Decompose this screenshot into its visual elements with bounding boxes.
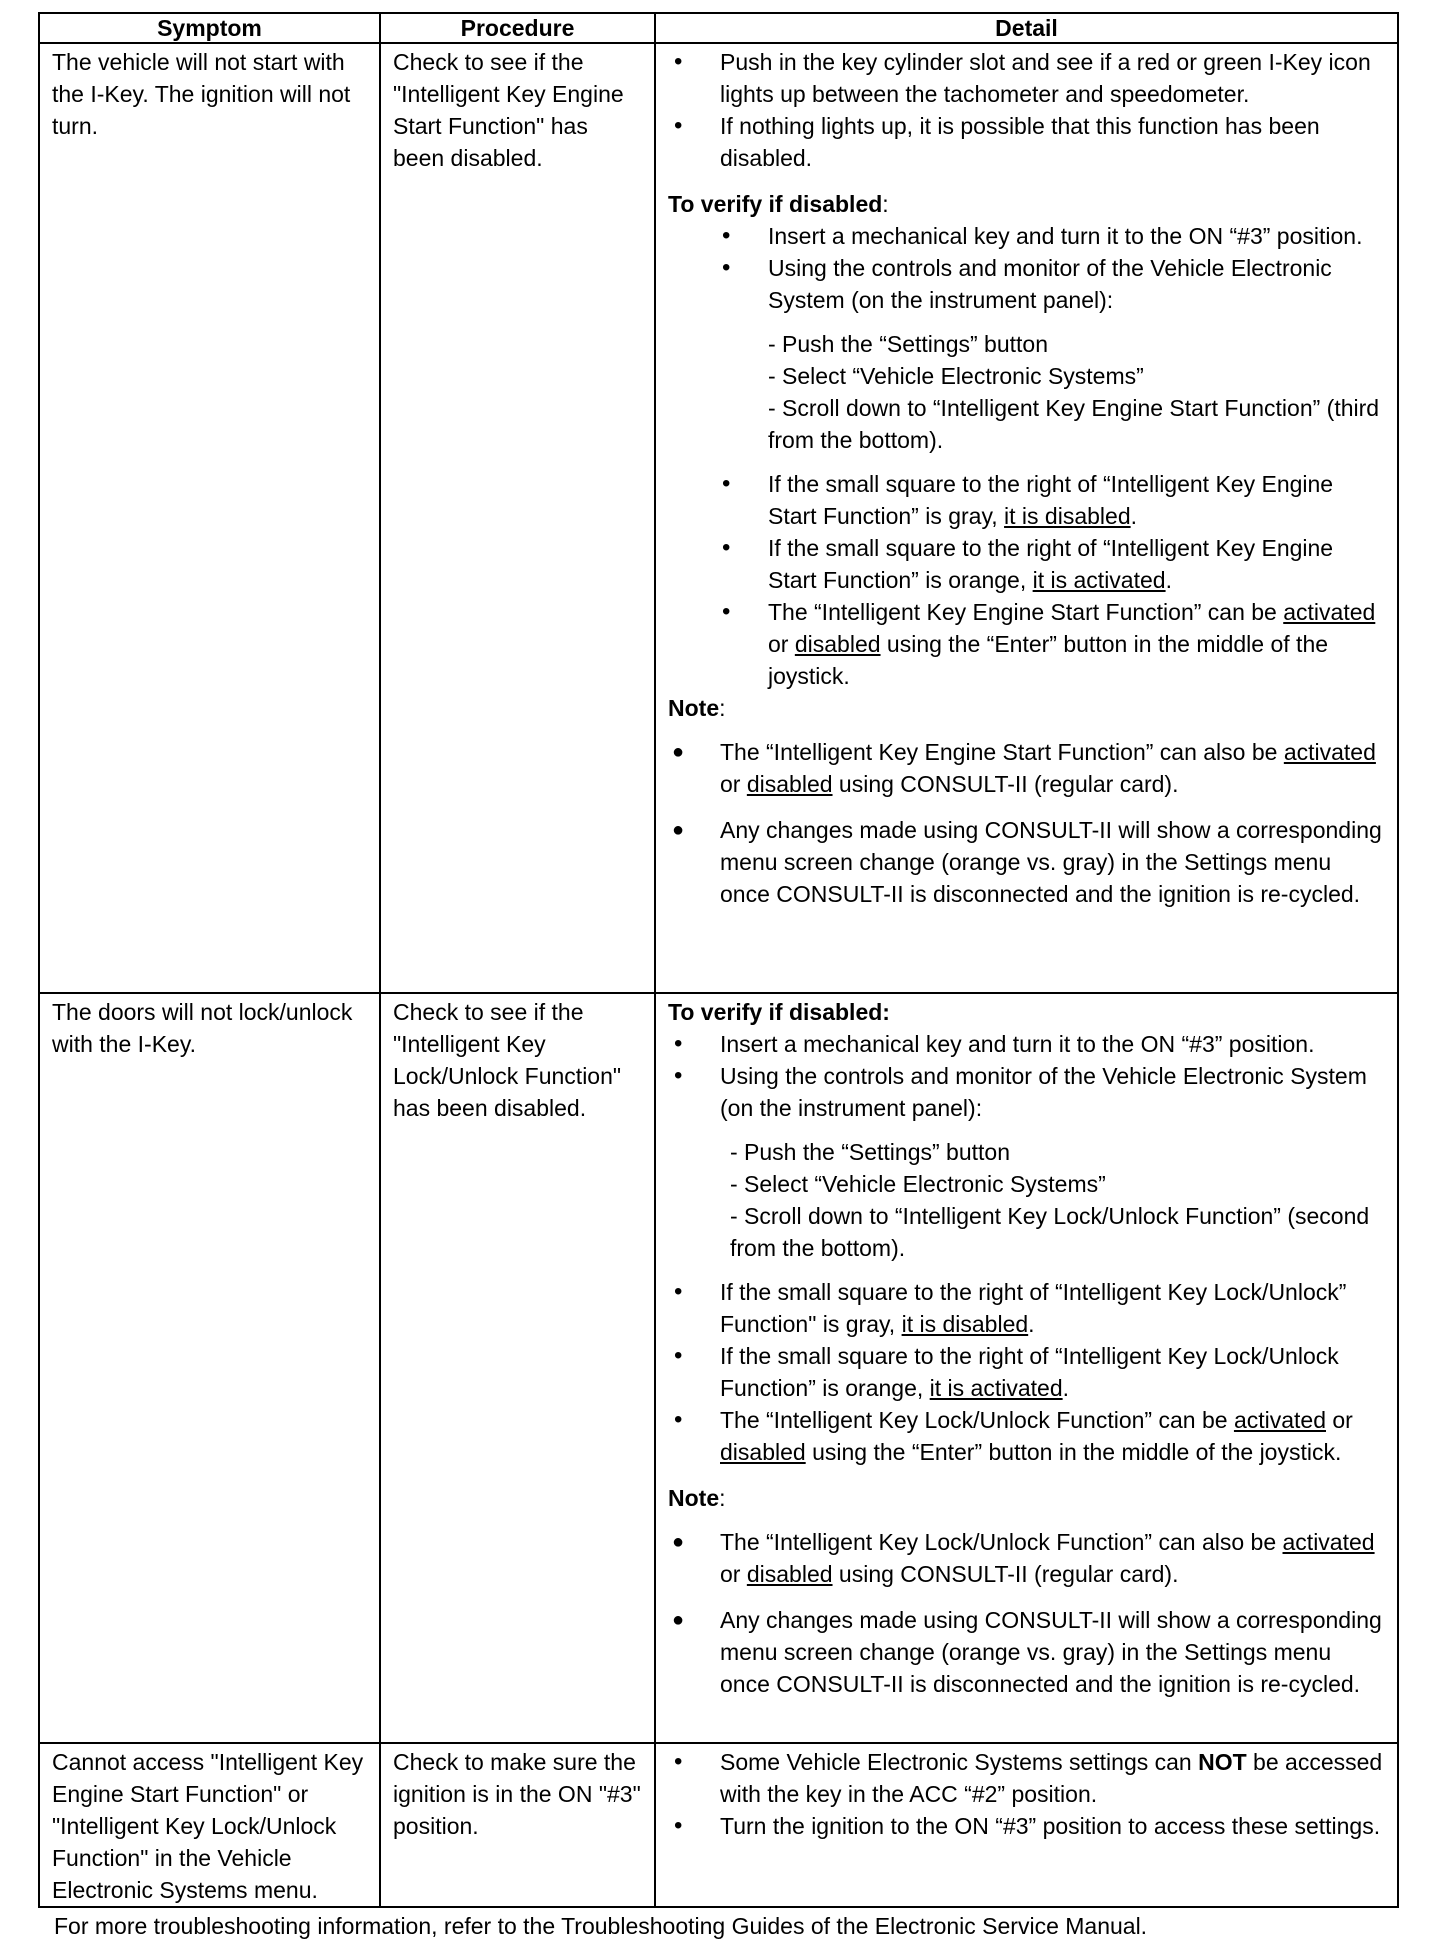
header-procedure: Procedure <box>380 13 655 43</box>
table-row-settings-access <box>39 1743 1398 1907</box>
list-item: • If the small square to the right of “Intelligent Key Engine Start Function” is gray, it is disabled. <box>716 468 1385 532</box>
list-item: • Insert a mechanical key and turn it to the ON “#3” position. <box>668 1028 1385 1060</box>
header-row <box>39 13 1398 43</box>
list-item: • Using the controls and monitor of the Vehicle Electronic System (on the instrument panel): <box>668 1060 1385 1124</box>
procedure-text: Check to make sure the ignition is in the ON "#3" position. <box>393 1749 641 1839</box>
symptom-cell <box>39 1743 380 1907</box>
symptom-text: The doors will not lock/unlock with the I-Key. <box>52 999 353 1057</box>
detail-cell <box>655 43 1398 993</box>
note-heading: Note: <box>668 1485 726 1511</box>
step-line: - Select “Vehicle Electronic Systems” <box>730 1171 1106 1197</box>
list-item: • Using the controls and monitor of the Vehicle Electronic System (on the instrument panel): <box>716 252 1385 316</box>
document <box>38 12 1397 1942</box>
symptom-text: The vehicle will not start with the I-Key. The ignition will not turn. <box>52 49 351 139</box>
header-symptom: Symptom <box>39 13 380 43</box>
header-detail: Detail <box>655 13 1398 43</box>
list-item: • If nothing lights up, it is possible that this function has been disabled. <box>668 110 1385 174</box>
note-bullets <box>668 1526 1385 1700</box>
symptom-cell <box>39 993 380 1743</box>
procedure-text: Check to see if the "Intelligent Key Engine Start Function" has been disabled. <box>393 49 624 171</box>
settings-steps <box>768 328 1385 456</box>
troubleshooting-table <box>38 12 1399 1908</box>
list-item: • Push in the key cylinder slot and see if a red or green I-Key icon lights up between the tachometer and speedometer. <box>668 46 1385 110</box>
verify-bullets <box>716 220 1385 316</box>
procedure-cell <box>380 1743 655 1907</box>
list-item: • If the small square to the right of “Intelligent Key Lock/Unlock” Function" is gray, it is disabled. <box>668 1276 1385 1340</box>
check-bullets <box>668 1276 1385 1468</box>
list-item: ● The “Intelligent Key Lock/Unlock Function” can also be activated or disabled using CONSULT-II (regular card). <box>668 1526 1385 1590</box>
procedure-cell <box>380 993 655 1743</box>
step-line: - Select “Vehicle Electronic Systems” <box>768 363 1144 389</box>
detail-cell <box>655 993 1398 1743</box>
table-row-lock-unlock <box>39 993 1398 1743</box>
procedure-text: Check to see if the "Intelligent Key Lock/Unlock Function" has been disabled. <box>393 999 622 1121</box>
settings-steps <box>730 1136 1385 1264</box>
list-item: • Insert a mechanical key and turn it to the ON “#3” position. <box>716 220 1385 252</box>
verify-heading: To verify if disabled: <box>668 191 889 217</box>
detail-cell <box>655 1743 1398 1907</box>
verify-heading: To verify if disabled: <box>668 999 890 1025</box>
list-item: ● Any changes made using CONSULT-II will show a corresponding menu screen change (orange vs. gray) in the Settings menu once CONSULT-II is disconnected and the ignition is re-cycled. <box>668 814 1385 910</box>
list-item: • Turn the ignition to the ON “#3” position to access these settings. <box>668 1810 1385 1842</box>
step-line: - Scroll down to “Intelligent Key Lock/Unlock Function” (second from the bottom). <box>730 1203 1370 1261</box>
step-line: - Push the “Settings” button <box>768 331 1048 357</box>
list-item: • The “Intelligent Key Engine Start Function” can be activated or disabled using the “Enter” button in the middle of the joystick. <box>716 596 1385 692</box>
check-bullets <box>716 468 1385 692</box>
list-item: • If the small square to the right of “Intelligent Key Engine Start Function” is orange, it is activated. <box>716 532 1385 596</box>
note-bullets <box>668 736 1385 910</box>
list-item: ● The “Intelligent Key Engine Start Function” can also be activated or disabled using CONSULT-II (regular card). <box>668 736 1385 800</box>
table-row-engine-start <box>39 43 1398 993</box>
procedure-cell <box>380 43 655 993</box>
note-heading: Note: <box>668 695 726 721</box>
list-item: • If the small square to the right of “Intelligent Key Lock/Unlock Function” is orange, it is activated. <box>668 1340 1385 1404</box>
detail-bullets <box>668 1746 1385 1842</box>
step-line: - Scroll down to “Intelligent Key Engine Start Function” (third from the bottom). <box>768 395 1380 453</box>
list-item: • Some Vehicle Electronic Systems settings can NOT be accessed with the key in the ACC “#2” position. <box>668 1746 1385 1810</box>
symptom-cell <box>39 43 380 993</box>
list-item: ● Any changes made using CONSULT-II will show a corresponding menu screen change (orange vs. gray) in the Settings menu once CONSULT-II is disconnected and the ignition is re-cycled. <box>668 1604 1385 1700</box>
footer-note: For more troubleshooting information, refer to the Troubleshooting Guides of the Electronic Service Manual. <box>54 1913 1148 1939</box>
symptom-text: Cannot access "Intelligent Key Engine Start Function" or "Intelligent Key Lock/Unlock Function" in the Vehicle Electronic Systems menu. <box>52 1749 364 1903</box>
verify-bullets <box>668 1028 1385 1124</box>
list-item: • The “Intelligent Key Lock/Unlock Function” can be activated or disabled using the “Enter” button in the middle of the joystick. <box>668 1404 1385 1468</box>
detail-bullets <box>668 46 1385 174</box>
step-line: - Push the “Settings” button <box>730 1139 1010 1165</box>
